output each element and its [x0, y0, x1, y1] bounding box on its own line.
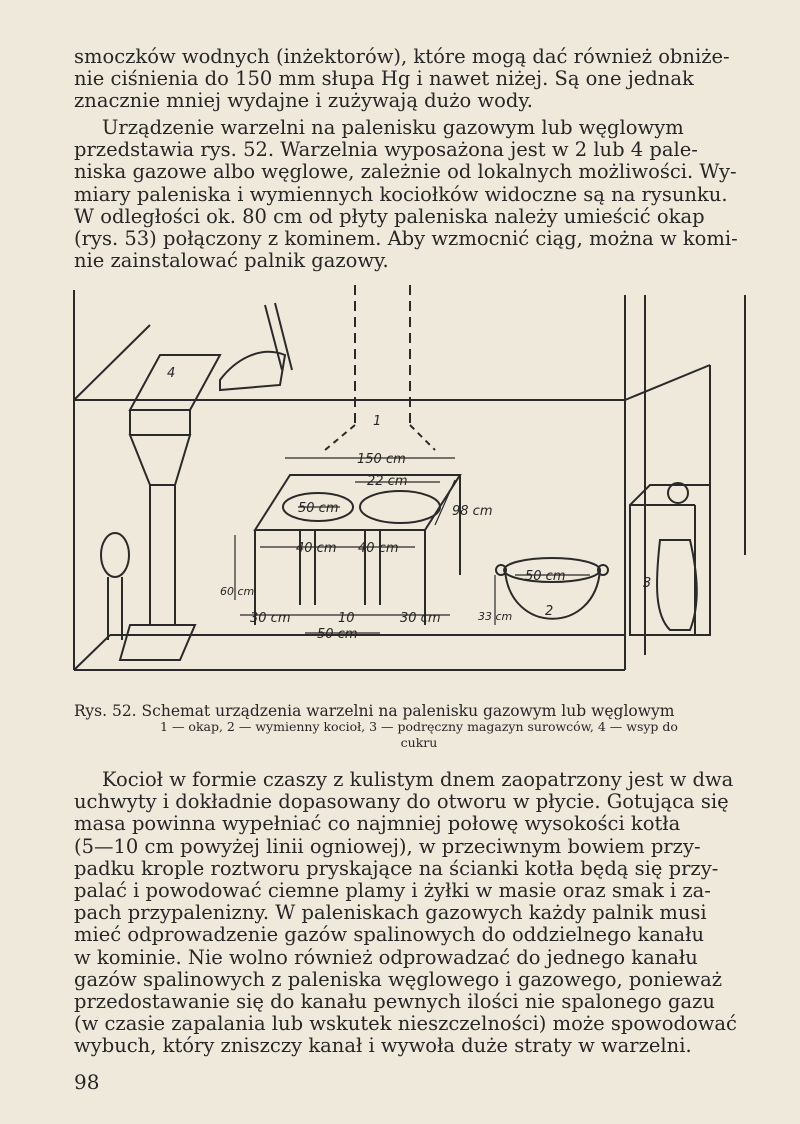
text-line: przedostawanie się do kanału pewnych ilości nie spalonego gazu — [74, 990, 715, 1014]
text-line: niska gazowe albo węglowe, zależnie od lokalnych możliwości. Wy- — [74, 160, 737, 184]
caption-title: Rys. 52. Schemat urządzenia warzelni na palenisku gazowym lub węglowym — [74, 702, 675, 720]
hopper-funnel — [130, 435, 190, 485]
label-hood-number: 1 — [373, 414, 382, 429]
caption-legend: 1 — okap, 2 — wymienny kocioł, 3 — podręczny magazyn surowców, 4 — wsyp do — [160, 719, 678, 734]
scale-dial — [101, 533, 129, 577]
hopper-pipe — [150, 485, 175, 625]
label-storage-number: 3 — [643, 576, 652, 591]
text-line: uchwyty i dokładnie dopasowany do otworu w płycie. Gotująca się — [74, 790, 729, 814]
storage-sack — [657, 540, 697, 630]
brewery-schematic — [70, 285, 760, 685]
text-line: w kominie. Nie wolno również odprowadzać do jednego kanału — [74, 945, 698, 969]
text-line: miary paleniska i wymiennych kociołków widoczne są na rysunku. — [74, 182, 728, 206]
text-line: W odległości ok. 80 cm od płyty paleniska należy umieścić okap — [74, 204, 705, 228]
label-dim-30: 30 cm — [400, 611, 441, 626]
label-dim-98: 98 cm — [452, 504, 493, 519]
text-line: gazów spalinowych z paleniska węglowego i gazowego, ponieważ — [74, 967, 722, 991]
sugar-sack — [220, 352, 285, 390]
text-line: nie zainstalować palnik gazowy. — [74, 249, 389, 273]
paragraph-1 — [74, 46, 758, 113]
storage-box — [630, 485, 710, 635]
figure-caption — [74, 703, 764, 751]
label-dim-50: 50 cm — [525, 569, 566, 584]
text-line: palać i powodować ciemne plamy i żyłki w masie oraz smak i za- — [74, 879, 711, 903]
burner-opening — [360, 491, 440, 523]
text-line: nie ciśnienia do 150 mm słupa Hg i nawet niżej. Są one jednak — [74, 67, 694, 91]
text-line: (5—10 cm powyżej linii ogniowej), w przeciwnym bowiem przy- — [74, 834, 701, 858]
label-dim-22: 22 cm — [367, 474, 408, 489]
paragraph-3 — [74, 769, 758, 1058]
text-line: padku krople roztworu pryskające na ścianki kotła będą się przy- — [74, 856, 719, 880]
text-line: Kocioł w formie czaszy z kulistym dnem zaopatrzony jest w dwa — [102, 768, 734, 791]
label-dim-10: 10 — [338, 611, 355, 626]
label-dim-50: 50 cm — [317, 627, 358, 642]
hood-dashed-line — [410, 425, 435, 450]
label-dim-33: 33 cm — [478, 610, 513, 623]
paragraph-2 — [74, 117, 758, 272]
text-line: wybuch, który zniszczy kanał i wywoła duże straty w warzelni. — [74, 1034, 692, 1058]
hopper-base — [120, 625, 195, 660]
page-number: 98 — [74, 1070, 100, 1094]
hood-dashed-line — [325, 425, 355, 450]
ceiling-corner-line — [74, 325, 150, 400]
text-line: przedstawia rys. 52. Warzelnia wyposażona jest w 2 lub 4 pale- — [74, 138, 698, 162]
label-dim-30: 30 cm — [250, 611, 291, 626]
text-line: (rys. 53) połączony z kominem. Aby wzmocnić ciąg, można w komi- — [74, 227, 738, 251]
text-line: (w czasie zapalania lub wskutek nieszczelności) może spowodować — [74, 1012, 737, 1036]
text-line: masa powinna wypełniać co najmniej połowę wysokości kotła — [74, 812, 681, 836]
text-line: pach przypalenizny. W paleniskach gazowych każdy palnik musi — [74, 901, 707, 925]
label-dim-40: 40 cm — [358, 541, 399, 556]
text-line: mieć odprowadzenie gazów spalinowych do oddzielnego kanału — [74, 923, 705, 947]
label-dim-150: 150 cm — [357, 452, 406, 467]
hopper-top — [130, 355, 220, 410]
text-line: znacznie mniej wydajne i zużywają dużo wody. — [74, 89, 533, 113]
caption-legend: cukru — [400, 735, 438, 750]
label-dim-40: 40 cm — [296, 541, 337, 556]
label-kettle-number: 2 — [545, 604, 554, 619]
floor-corner-line — [74, 635, 110, 670]
label-hopper-number: 4 — [167, 366, 176, 381]
label-dim-60: 60 cm — [220, 585, 255, 598]
text-line: Urządzenie warzelni na palenisku gazowym lub węglowym — [102, 116, 684, 139]
chimney-top-line — [625, 365, 710, 400]
text-line: smoczków wodnych (inżektorów), które mogą dać również obniże- — [74, 45, 730, 68]
figure-52-diagram — [70, 285, 760, 685]
label-dim-50: 50 cm — [298, 501, 339, 516]
hopper-handle — [265, 305, 282, 370]
